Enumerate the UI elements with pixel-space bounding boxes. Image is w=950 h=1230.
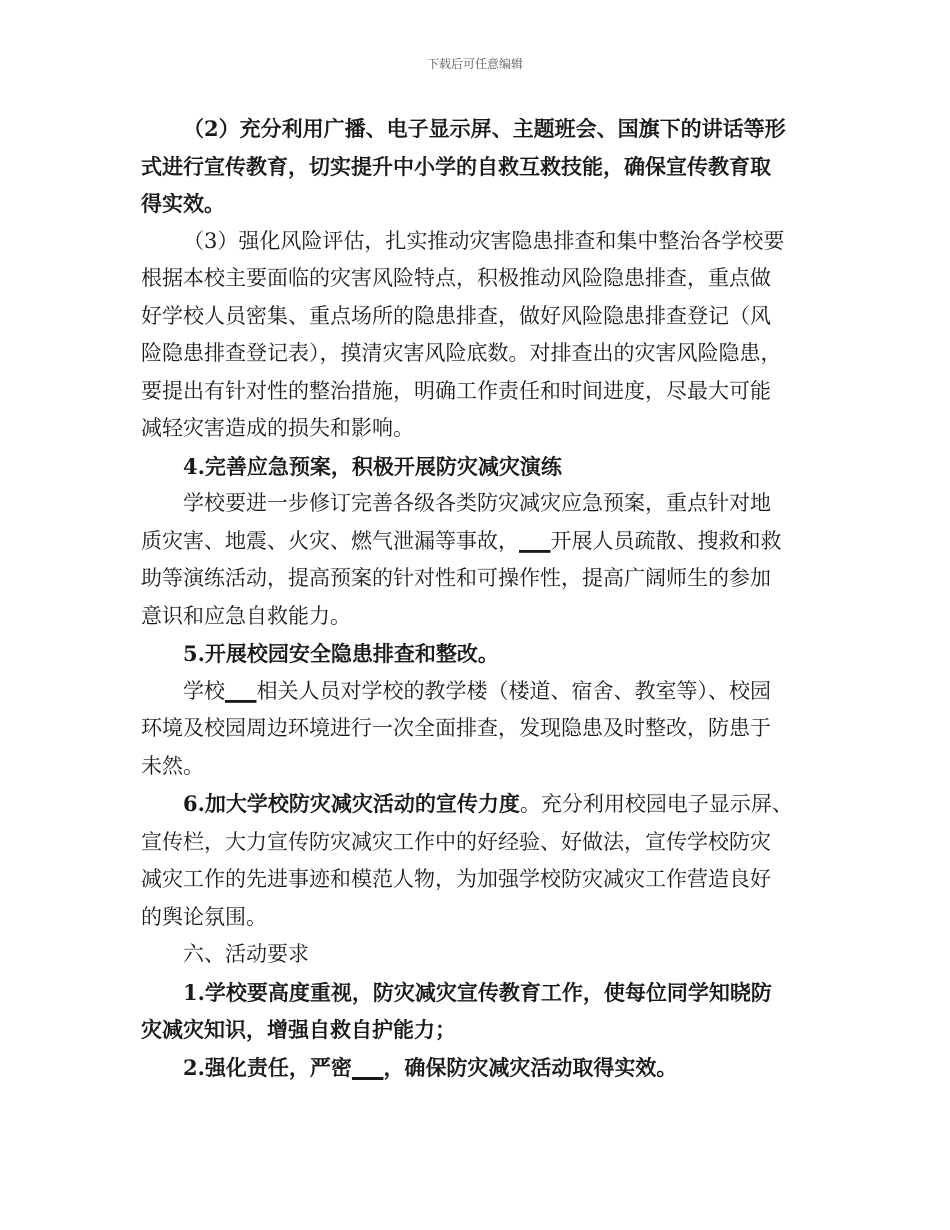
text-line: 1.学校要高度重视，防灾减灾宣传教育工作，使每位同学知晓防 (183, 979, 772, 1005)
document-body (141, 110, 821, 1086)
text-line (141, 523, 821, 561)
bold-heading: 6.加大学校防灾减灾活动的宣传力度 (183, 791, 520, 816)
paragraph-4 (141, 485, 821, 635)
text-line: 式进行宣传教育，切实提升中小学的自救互救技能，确保宣传教育取 (141, 153, 771, 179)
text-segment: 相关人员对学校的教学楼（楼道、宿舍、教室等）、校园 (256, 678, 771, 703)
heading-5: 5.开展校园安全隐患排查和整改。 (183, 641, 499, 666)
paragraph-5 (141, 673, 821, 786)
text-line: 险隐患排查登记表），摸清灾害风险底数。对排查出的灾害风险隐患， (141, 341, 782, 365)
text-line (141, 785, 821, 824)
text-line: 灾减灾知识，增强自救自护能力； (141, 1017, 456, 1042)
text-line: 学校要进一步修订完善各级各类防灾减灾应急预案，重点针对地 (183, 491, 771, 515)
text-line (141, 673, 821, 711)
text-line: 宣传栏，大力宣传防灾减灾工作中的好经验、好做法，宣传学校防灾 (141, 829, 771, 854)
section-heading-6: 六、活动要求 (183, 942, 309, 966)
text-line: （2）充分利用广播、电子显示屏、主题班会、国旗下的讲话等形 (183, 116, 786, 141)
blank-field: ___ (225, 678, 257, 703)
text-line (141, 1049, 821, 1087)
paragraph-6 (141, 785, 821, 936)
text-segment: 。充分利用校园电子显示屏、 (519, 792, 793, 816)
heading-4: 4.完善应急预案，积极开展防灾减灾演练 (183, 453, 562, 479)
text-line: 环境及校园周边环境进行一次全面排查，发现隐患及时整改，防患于 (141, 716, 771, 740)
text-line: 根据本校主要面临的灾害风险特点，积极推动风险隐患排查，重点做 (141, 266, 771, 290)
paragraph-3 (141, 223, 821, 448)
requirement-2 (141, 1049, 821, 1087)
text-segment: 开展人员疏散、搜救和救 (550, 528, 782, 553)
text-line: 的舆论氛围。 (141, 904, 267, 929)
paragraph-2 (141, 110, 821, 223)
text-line: 未然。 (141, 753, 204, 778)
text-line: 减灾工作的先进事迹和模范人物，为加强学校防灾减灾工作营造良好 (141, 867, 771, 891)
blank-field: ___ (351, 1054, 384, 1080)
text-line: （3）强化风险评估，扎实推动灾害隐患排查和集中整治各学校要 (183, 228, 785, 253)
blank-field: ___ (519, 528, 551, 553)
text-segment: 质灾害、地震、火灾、燃气泄漏等事故， (141, 528, 519, 553)
text-line: 得实效。 (141, 191, 225, 216)
text-segment: ，确保防灾减灾活动取得实效。 (383, 1054, 678, 1080)
text-line: 减轻灾害造成的损失和影响。 (141, 416, 414, 440)
text-line: 要提出有针对性的整治措施，明确工作责任和时间进度，尽最大可能 (141, 378, 771, 403)
text-segment: 2.强化责任，严密 (183, 1054, 352, 1080)
requirement-1 (141, 974, 821, 1049)
text-line: 好学校人员密集、重点场所的隐患排查，做好风险隐患排查登记（风 (141, 303, 771, 328)
text-line: 助等演练活动，提高预案的针对性和可操作性，提高广阔师生的参加 (141, 566, 771, 590)
page-header: 下载后可任意编辑 (426, 57, 523, 71)
text-line: 意识和应急自救能力。 (141, 603, 351, 628)
text-segment: 学校 (183, 678, 225, 703)
